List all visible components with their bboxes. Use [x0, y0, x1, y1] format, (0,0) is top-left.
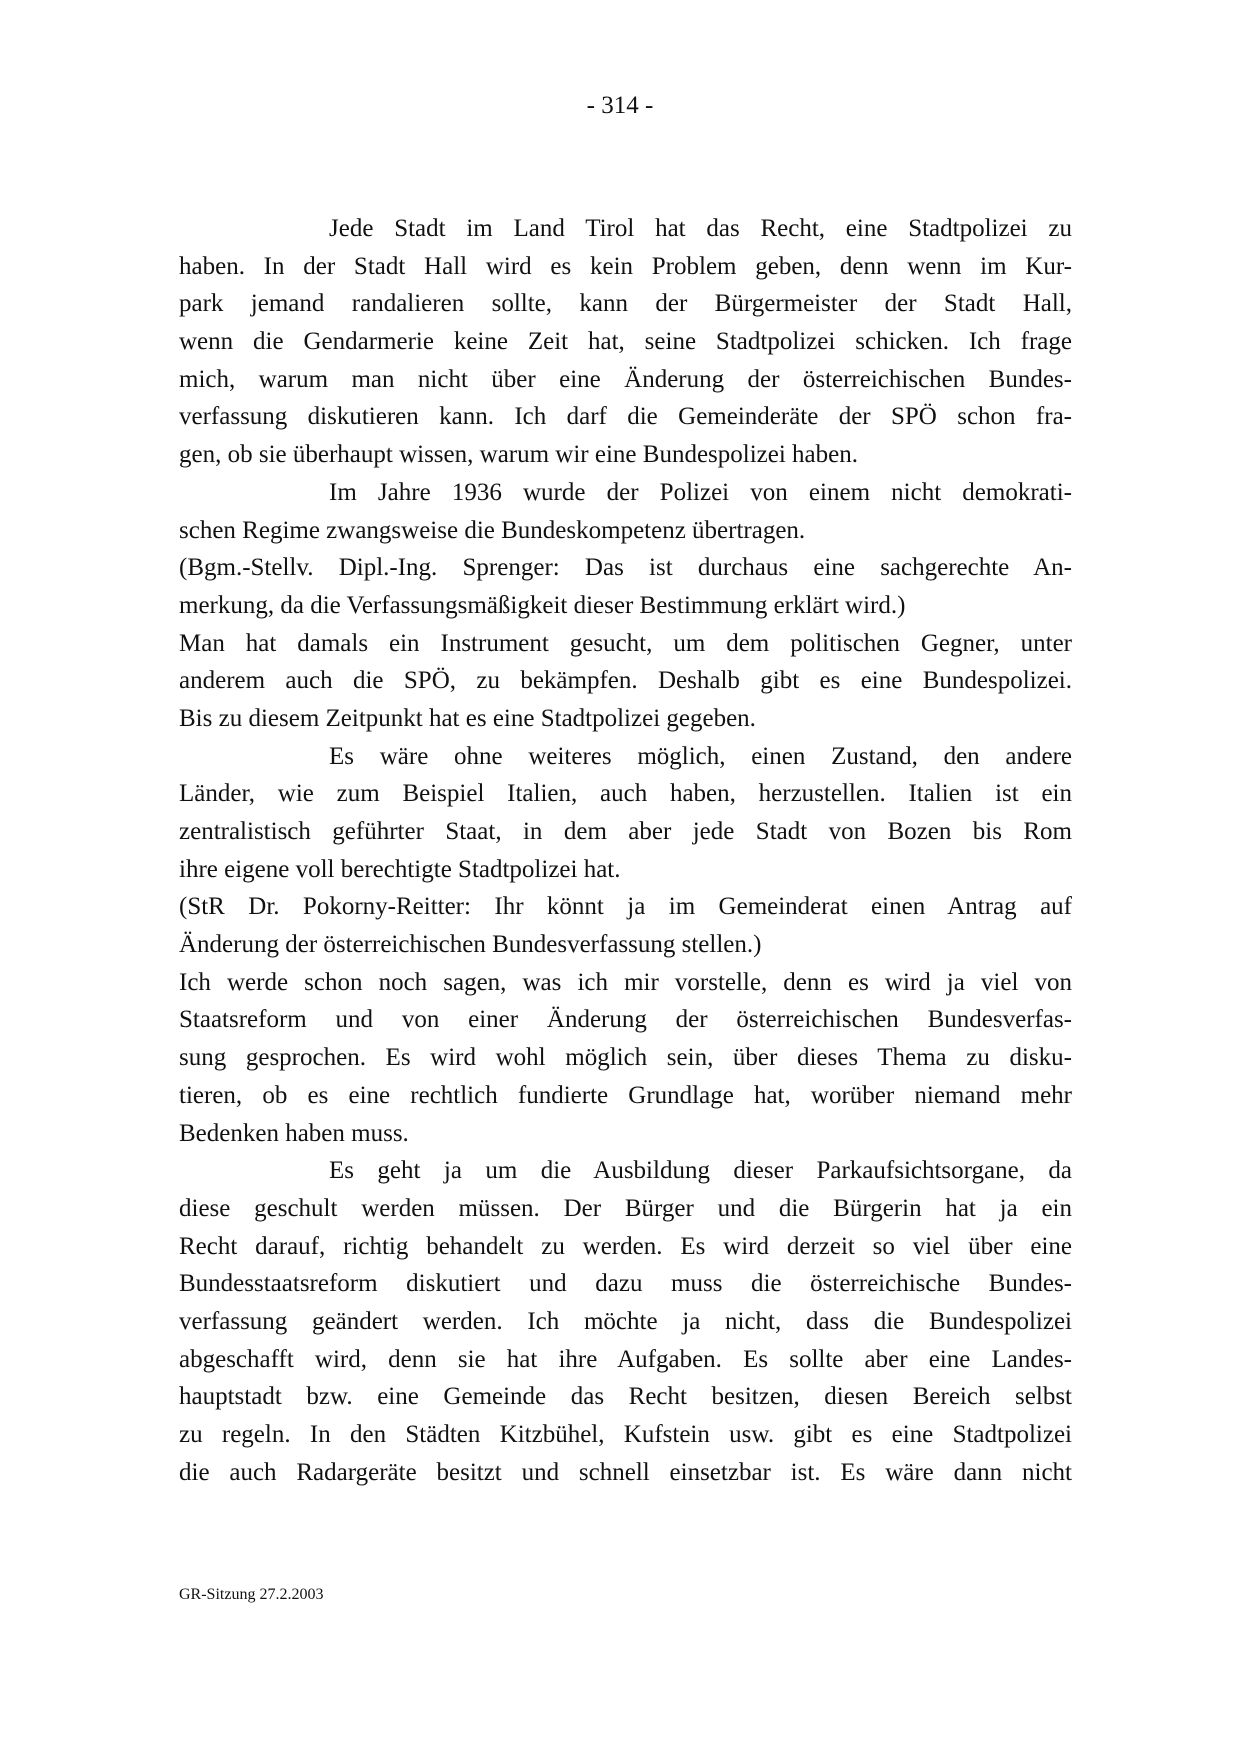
text-line: Man hat damals ein Instrument gesucht, um dem politischen Gegner, unter — [179, 629, 1072, 657]
text-line: Bis zu diesem Zeitpunkt hat es eine Stadtpolizei gegeben. — [179, 704, 756, 732]
text-line: anderem auch die SPÖ, zu bekämpfen. Deshalb gibt es eine Bundespolizei. — [179, 667, 1072, 695]
text-line: schen Regime zwangsweise die Bundeskompetenz übertragen. — [179, 516, 806, 544]
text-line: zu regeln. In den Städten Kitzbühel, Kufstein usw. gibt es eine Stadtpolizei — [179, 1421, 1072, 1448]
text-line: (Bgm.-Stellv. Dipl.-Ing. Sprenger: Das ist durchaus eine sachgerechte An- — [179, 554, 1072, 582]
text-line: gen, ob sie überhaupt wissen, warum wir eine Bundespolizei haben. — [179, 441, 858, 469]
body-text — [179, 210, 1072, 1491]
text-line: Länder, wie zum Beispiel Italien, auch haben, herzustellen. Italien ist ein — [179, 780, 1072, 808]
text-line: wenn die Gendarmerie keine Zeit hat, seine Stadtpolizei schicken. Ich frage — [179, 328, 1072, 356]
text-line: haben. In der Stadt Hall wird es kein Problem geben, denn wenn im Kur- — [179, 252, 1072, 280]
text-line: Staatsreform und von einer Änderung der österreichischen Bundesverfas- — [179, 1006, 1072, 1034]
text-line: park jemand randalieren sollte, kann der Bürgermeister der Stadt Hall, — [179, 290, 1072, 318]
footer: GR-Sitzung 27.2.2003 — [179, 1586, 324, 1603]
text-line: ihre eigene voll berechtigte Stadtpolizei hat. — [179, 855, 621, 883]
text-line: hauptstadt bzw. eine Gemeinde das Recht besitzen, diesen Bereich selbst — [179, 1383, 1072, 1411]
text-line: verfassung geändert werden. Ich möchte ja nicht, dass die Bundespolizei — [179, 1307, 1072, 1335]
text-line: diese geschult werden müssen. Der Bürger und die Bürgerin hat ja ein — [179, 1194, 1072, 1222]
text-line: tieren, ob es eine rechtlich fundierte Grundlage hat, worüber niemand mehr — [179, 1081, 1072, 1109]
text-line: die auch Radargeräte besitzt und schnell einsetzbar ist. Es wäre dann nicht — [179, 1458, 1072, 1486]
text-line: verfassung diskutieren kann. Ich darf die Gemeinderäte der SPÖ schon fra- — [179, 403, 1072, 431]
text-line: Ich werde schon noch sagen, was ich mir vorstelle, denn es wird ja viel von — [179, 968, 1072, 996]
text-line: Bedenken haben muss. — [179, 1119, 409, 1147]
text-line: Jede Stadt im Land Tirol hat das Recht, eine Stadtpolizei zu — [329, 215, 1072, 242]
text-line: sung gesprochen. Es wird wohl möglich sein, über dieses Thema zu disku- — [179, 1044, 1072, 1072]
text-line: Bundesstaatsreform diskutiert und dazu muss die österreichische Bundes- — [179, 1270, 1072, 1298]
text-line: merkung, da die Verfassungsmäßigkeit dieser Bestimmung erklärt wird.) — [179, 591, 906, 619]
text-line: mich, warum man nicht über eine Änderung der österreichischen Bundes- — [179, 365, 1072, 393]
text-line: (StR Dr. Pokorny-Reitter: Ihr könnt ja im Gemeinderat einen Antrag auf — [179, 893, 1072, 921]
page-number: - 314 - — [586, 92, 654, 119]
text-line: Es geht ja um die Ausbildung dieser Parkaufsichtsorgane, da — [329, 1157, 1072, 1185]
text-line: Es wäre ohne weiteres möglich, einen Zustand, den andere — [329, 742, 1072, 770]
text-line: Im Jahre 1936 wurde der Polizei von einem nicht demokrati- — [329, 478, 1072, 506]
text-line: Änderung der österreichischen Bundesverfassung stellen.) — [179, 931, 762, 959]
text-line: abgeschafft wird, denn sie hat ihre Aufgaben. Es sollte aber eine Landes- — [179, 1345, 1072, 1373]
text-line: zentralistisch geführter Staat, in dem aber jede Stadt von Bozen bis Rom — [179, 818, 1072, 845]
text-line: Recht darauf, richtig behandelt zu werden. Es wird derzeit so viel über eine — [179, 1232, 1072, 1260]
